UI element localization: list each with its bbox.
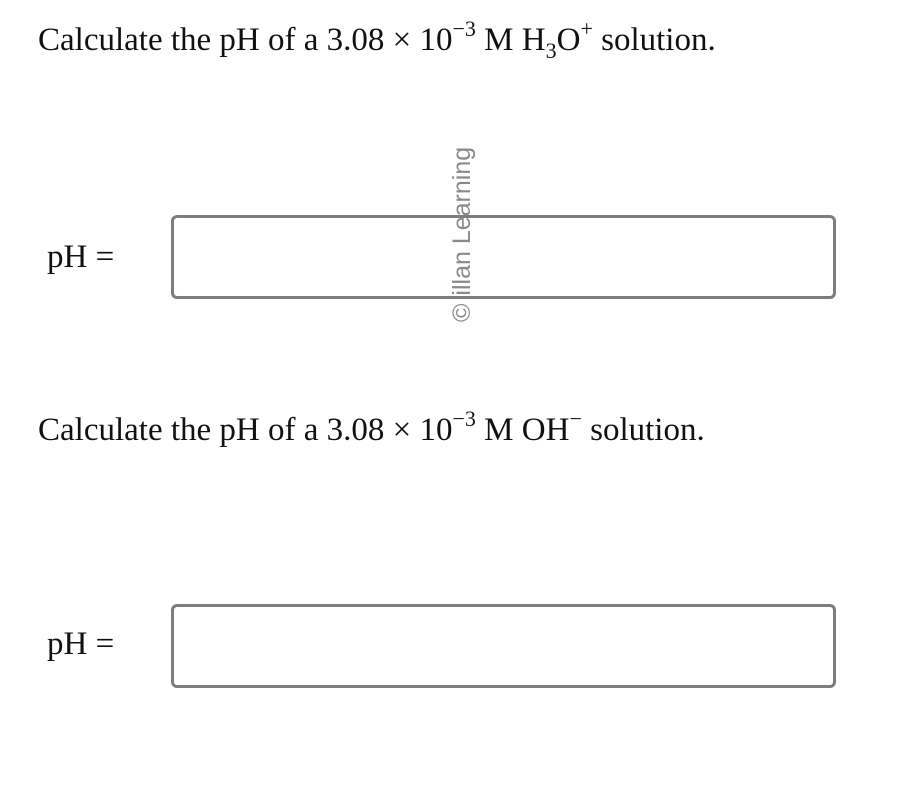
question-2-text: Calculate the pH of a $3.08 \times 10^{-3}$ M OH− solution.: [38, 406, 705, 448]
exponent: −3: [452, 406, 476, 431]
answer-1-label: pH =: [47, 239, 115, 275]
subscript: 3: [545, 38, 557, 63]
answer-1-input[interactable]: [171, 215, 836, 299]
answer-2-label: pH =: [47, 626, 115, 662]
charge: −: [569, 406, 582, 431]
copyright-watermark: ©illan Learning: [448, 146, 476, 322]
question-1-text: Calculate the pH of a $3.08 \times 10^{-3}$ M $H_3O^+$ solution.: [38, 16, 716, 63]
copyright-icon: ©: [448, 303, 476, 322]
exponent: −3: [452, 16, 476, 41]
charge: +: [580, 16, 593, 41]
answer-2-input[interactable]: [171, 604, 836, 688]
